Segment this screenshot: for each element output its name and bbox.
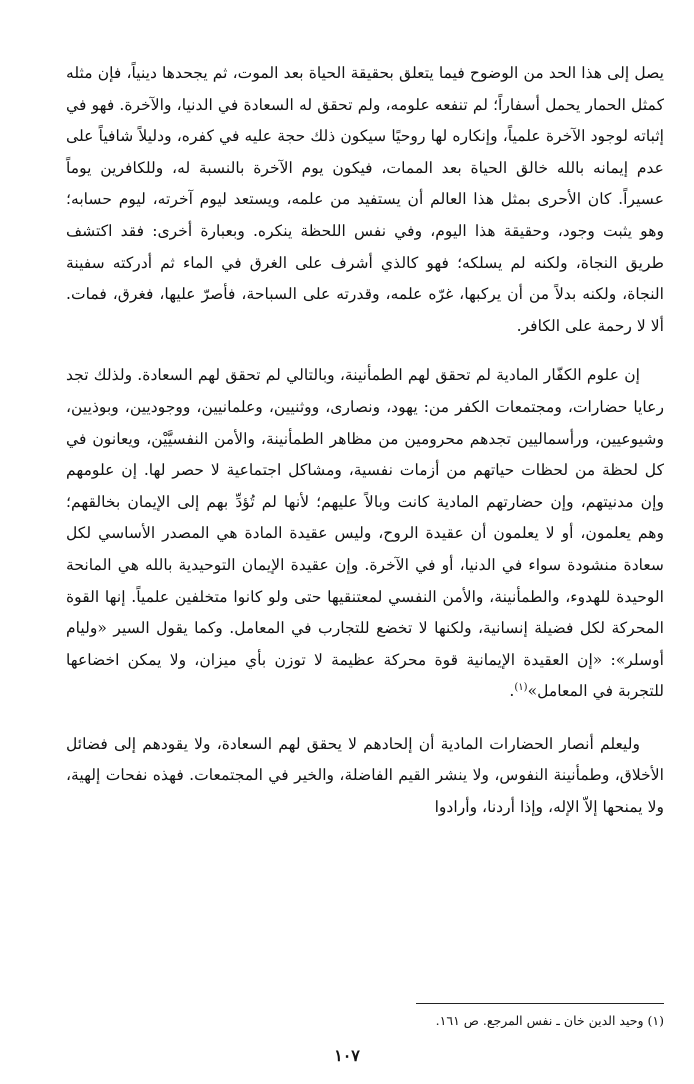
paragraph-2-text: إن علوم الكفّار المادية لم تحقق لهم الطمأنينة، وبالتالي لم تحقق لهم السعادة. ولذلك تجد رعايا حضارات، ومجتمعات الكفر من: يهود، ونصارى، ووثنيين، وعلمانيين، ووجوديين، وبوذيين، وشيوعيين، ورأسماليين تجدهم محرومين من مظاهر الطمأنينة، والأمن النفسيَّيْن، ويعانون في كل لحظة من لحظات حياتهم من أزمات نفسية، ومشاكل اجتماعية لا حصر لها. إن علومهم وإن مدنيتهم، وإن حضارتهم المادية كانت وبالاً عليهم؛ لأنها لم تُؤدِّ بهم إلى الإيمان بخالقهم؛ وهم يعلمون، أو لا يعلمون أن عقيدة الروح، وليس عقيدة المادة هي المصدر الأساسي لكل سعادة منشودة سواء في الدنيا، أو في الآخرة. وإن عقيدة الإيمان التوحيدية بالله هي المانحة الوحيدة للهدوء، والطمأنينة، والأمن النفسي لمعتنقيها حتى ولو كانوا متخلفين علمياً. إنها القوة المحركة لكل فضيلة إنسانية، ولكنها لا تخضع للتجارب في المعامل. وكما يقول السير «وليام أوسلر»: «إن العقيدة الإيمانية قوة محركة عظيمة لا توزن بأي ميزان، ولا يمكن اخضاعها للتجربة في المعامل» — [66, 366, 664, 701]
paragraph-3: وليعلم أنصار الحضارات المادية أن إلحادهم لا يحقق لهم السعادة، ولا يقودهم إلى فضائل الأخلاق، وطمأنينة النفوس، ولا ينشر القيم الفاضلة، والخير في المجتمعات. فهذه نفحات إلهية، ولا يمنحها إلاّ الإله، وإذا أردنا، وأرادوا — [66, 734, 664, 817]
paragraph-2-end: . — [509, 682, 515, 701]
footnote-divider — [416, 1003, 664, 1004]
paragraph-1: يصل إلى هذا الحد من الوضوح فيما يتعلق بحقيقة الحياة بعد الموت، ثم يجحدها دينياً، فإن مثله كمثل الحمار يحمل أسفاراً؛ لم تنفعه علومه، ولم تحقق له السعادة في الدنيا، والآخرة. فهو في إثباته لوجود الآخرة علمياً، وإنكاره لها روحيًا سيكون ذلك حجة عليه في كفره، ودليلاً شافياً على عدم إيمانه بالله خالق الحياة بعد الممات، فيكون يوم الآخرة بالنسبة له، وللكافرين يوماً عسيراً. كان الأحرى بمثل هذا العالم أن يستفيد من علمه، ويستعد ليوم آخرته، ليوم حسابه؛ وهو يثبت وجود، وحقيقة هذا اليوم، وفي نفس اللحظة ينكره. وبعبارة أخرى: فقد اكتشف طريق النجاة، ولكنه لم يسلكه؛ فهو كالذي أشرف على الغرق في الماء ثم أدركته سفينة النجاة، ولكنه بدلاً من أن يركبها، غرّه علمه، وقدرته على السباحة، فأصرّ عليها، فغرق، فمات. ألا لا رحمة على الكافر. — [66, 64, 664, 335]
body-text — [66, 58, 664, 824]
page-number: ١٠٧ — [334, 1046, 360, 1065]
footnote-reference: (١) — [514, 682, 528, 694]
paragraph-2 — [66, 360, 664, 708]
footnote: (١) وحيد الدين خان ـ نفس المرجع. ص ١٦١. — [435, 1013, 664, 1028]
